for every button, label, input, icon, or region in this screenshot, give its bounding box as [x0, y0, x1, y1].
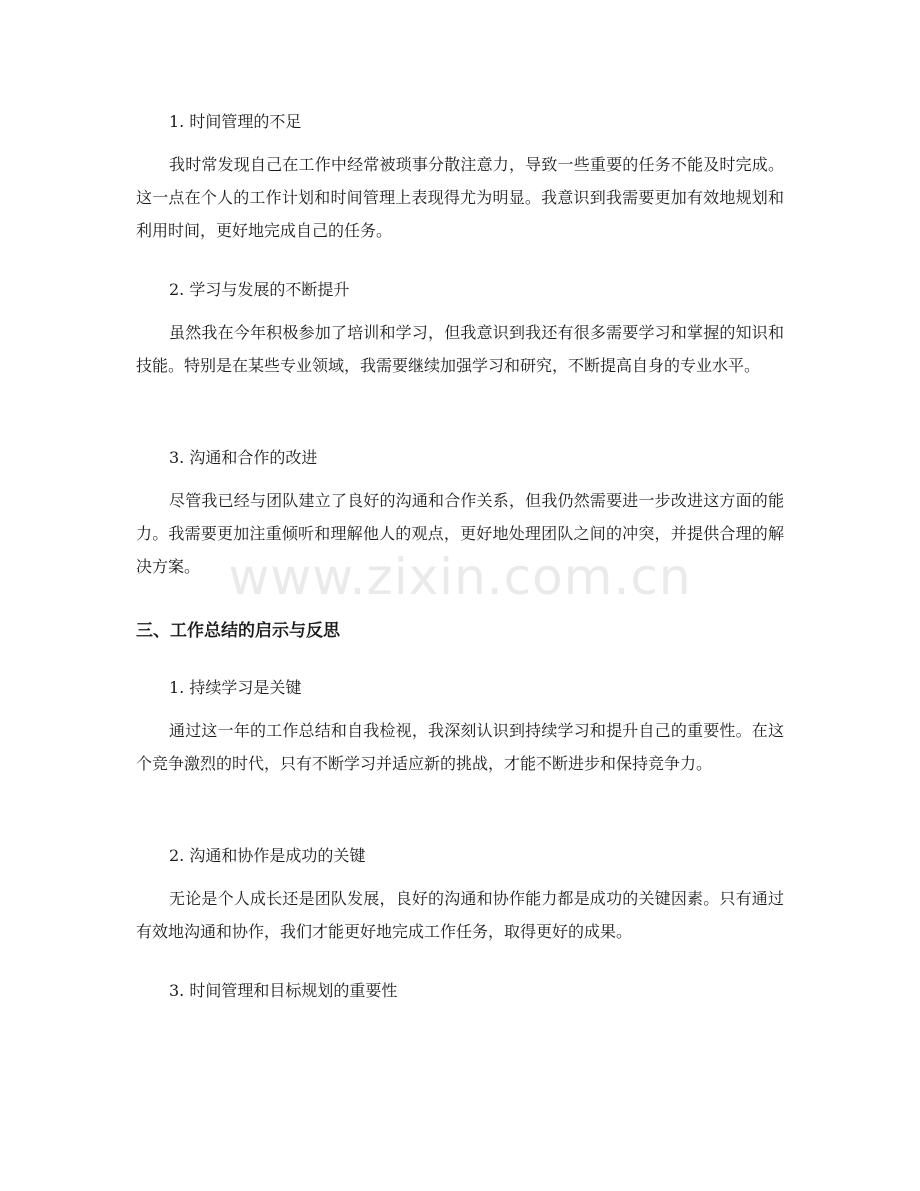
insight-learning-heading: 1. 持续学习是关键: [169, 678, 302, 697]
item-learning-heading: 2. 学习与发展的不断提升: [169, 280, 350, 299]
insight-learning-paragraph: 通过这一年的工作总结和自我检视，我深刻认识到持续学习和提升自己的重要性。在这个竞争激烈的时代，只有不断学习并适应新的挑战，才能不断进步和保持竞争力。: [136, 721, 784, 773]
item-communication-heading: 3. 沟通和合作的改进: [169, 448, 318, 467]
insight-collaboration-paragraph: 无论是个人成长还是团队发展，良好的沟通和协作能力都是成功的关键因素。只有通过有效地沟通和协作，我们才能更好地完成工作任务，取得更好的成果。: [136, 889, 784, 941]
item-communication-paragraph: 尽管我已经与团队建立了良好的沟通和合作关系，但我仍然需要进一步改进这方面的能力。我需要更加注重倾听和理解他人的观点，更好地处理团队之间的冲突，并提供合理的解决方案。: [136, 491, 784, 576]
item-learning-paragraph: 虽然我在今年积极参加了培训和学习，但我意识到我还有很多需要学习和掌握的知识和技能。特别是在某些专业领域，我需要继续加强学习和研究，不断提高自身的专业水平。: [136, 323, 784, 375]
watermark: www.zixin.com.cn: [228, 548, 692, 606]
section-three-heading: 三、工作总结的启示与反思: [136, 621, 340, 641]
item-time-management-paragraph: 我时常发现自己在工作中经常被琐事分散注意力，导致一些重要的任务不能及时完成。这一点在个人的工作计划和时间管理上表现得尤为明显。我意识到我需要更加有效地规划和利用时间，更好地完成自己的任务。: [136, 155, 784, 240]
insight-collaboration-heading: 2. 沟通和协作是成功的关键: [169, 846, 366, 865]
insight-time-planning-heading: 3. 时间管理和目标规划的重要性: [169, 981, 398, 1000]
item-time-management-heading: 1. 时间管理的不足: [169, 112, 302, 131]
